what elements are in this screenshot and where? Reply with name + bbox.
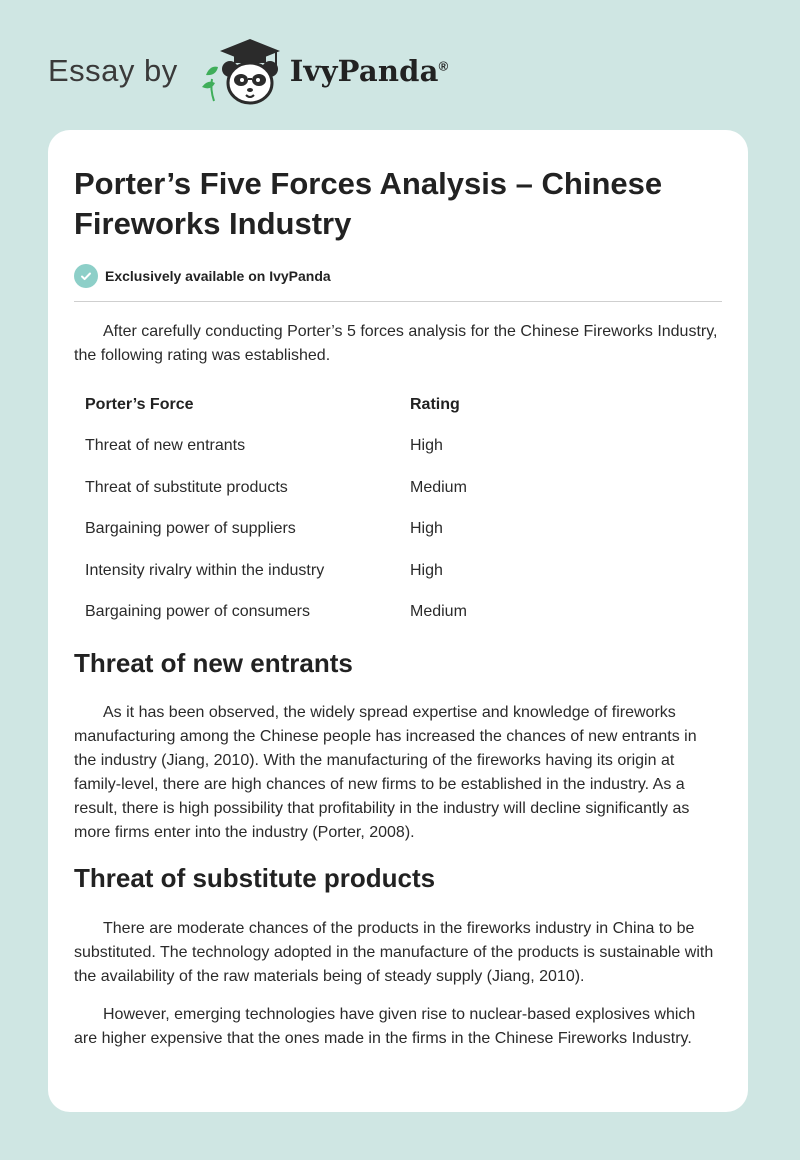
table-row [74,509,722,551]
intro-paragraph: After carefully conducting Porter’s 5 forces analysis for the Chinese Fireworks Industry, the following rating was established. [74,323,718,364]
table-cell-force: Bargaining power of suppliers [85,520,296,538]
exclusive-badge-label: Exclusively available on IvyPanda [105,268,331,284]
table-cell-rating: Medium [410,603,467,621]
table-row [74,550,722,592]
ratings-table [74,384,722,633]
table-row [74,467,722,509]
table-cell-force: Threat of new entrants [85,437,246,455]
paragraph-substitutes-2: However, emerging technologies have given rise to nuclear-based explosives which are higher expensive that the ones made in the firms in the Chinese Fireworks Industry. [74,1006,696,1047]
table-cell-rating: High [410,561,443,579]
table-cell-force: Threat of substitute products [85,478,288,496]
panda-graduate-icon [196,35,286,107]
table-cell-force: Intensity rivalry within the industry [85,561,325,579]
table-header-rating: Rating [410,395,460,413]
table-cell-rating: High [410,520,443,538]
section-heading-new-entrants: Threat of new entrants [74,648,353,678]
article-card [48,130,748,1112]
table-row [74,426,722,468]
exclusive-badge [74,264,722,288]
table-header-force: Porter’s Force [85,395,194,413]
brand-name: IvyPanda® [289,54,449,88]
brand-header[interactable] [48,36,448,106]
paragraph-new-entrants: As it has been observed, the widely spread expertise and knowledge of fireworks manufacturing among the Chinese people has increased the chances of new entrants in the industry (Jiang, 2010). With the manufacturing of the fireworks having its origin at family-level, there are high chances of new firms to be established in the industry. As a result, there is high possibility that profitability in the industry will decline significantly as more firms enter into the industry (Porter, 2008). [74,704,697,841]
paragraph-substitutes-1: There are moderate chances of the products in the fireworks industry in China to be substituted. The technology adopted in the manufacture of the products is sustainable with the availability of the raw materials being of steady supply (Jiang, 2010). [74,920,714,985]
check-circle-icon [74,264,98,288]
table-cell-rating: High [410,437,443,455]
table-cell-force: Bargaining power of consumers [85,603,311,621]
table-header-row [74,384,722,426]
divider [74,301,722,302]
brand-prefix: Essay by [48,53,178,88]
section-heading-substitutes: Threat of substitute products [74,863,436,893]
article-title: Porter’s Five Forces Analysis – Chinese Fireworks Industry [74,166,663,241]
table-cell-rating: Medium [410,478,467,496]
table-row [74,592,722,634]
